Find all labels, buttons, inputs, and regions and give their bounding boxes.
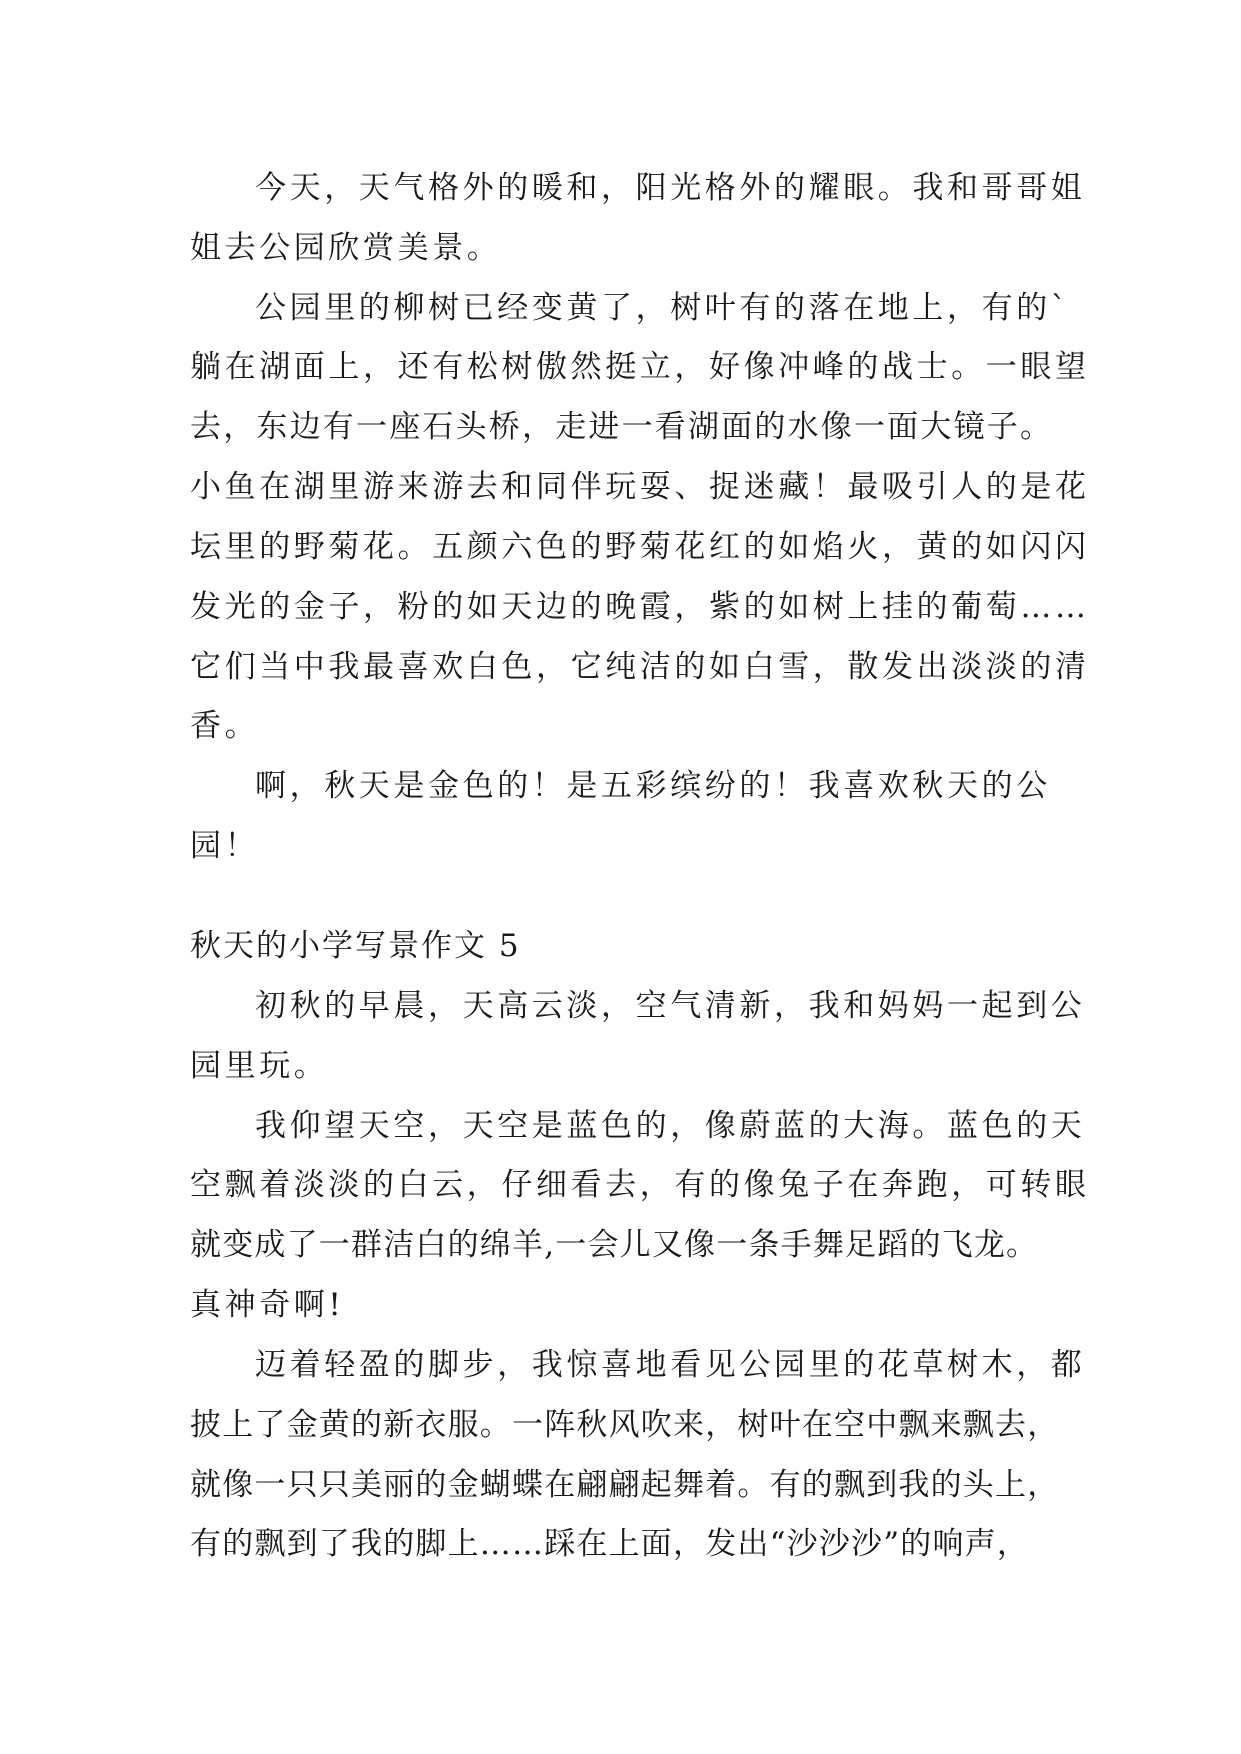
text-line: 园里玩。 [190,1048,329,1084]
text-line: 就像一只只美丽的金蝴蝶在翩翩起舞着。有的飘到我的头上， [190,1467,1060,1503]
text-line: 空飘着淡淡的白云，仔细看去，有的像兔子在奔跑，可转眼 [190,1167,1090,1203]
text-line: 发光的金子，粉的如天边的晚霞，紫的如树上挂的葡萄…… [190,589,1090,625]
section-heading: 秋天的小学写景作文 5 [190,928,521,964]
text-line: 它们当中我最喜欢白色，它纯洁的如白雪，散发出淡淡的清 [190,649,1090,685]
text-line: 坛里的野菊花。五颜六色的野菊花红的如焰火，黄的如闪闪 [190,529,1090,565]
text-line: 躺在湖面上，还有松树傲然挺立，好像冲峰的战士。一眼望 [190,349,1090,385]
text-line: 有的飘到了我的脚上……踩在上面，发出“沙沙沙”的响声， [190,1526,1030,1562]
text-line: 披上了金黄的新衣服。一阵秋风吹来，树叶在空中飘来飘去， [190,1407,1060,1443]
text-line: 去，东边有一座石头桥，走进一看湖面的水像一面大镜子。 [190,409,1054,445]
text-line: 啊，秋天是金色的！是五彩缤纷的！我喜欢秋天的公 [255,768,1051,804]
text-line: 迈着轻盈的脚步，我惊喜地看见公园里的花草树木，都 [255,1347,1086,1383]
text-line: 初秋的早晨，天高云淡，空气清新，我和妈妈一起到公 [255,988,1086,1024]
text-line: 真神奇啊! [190,1287,345,1323]
text-line: 就变成了一群洁白的绵羊,一会儿又像一条手舞足蹈的飞龙。 [190,1227,1039,1263]
text-line: 我仰望天空，天空是蓝色的，像蔚蓝的大海。蓝色的天 [255,1108,1086,1144]
text-line: 园！ [190,828,260,864]
text-line: 小鱼在湖里游来游去和同伴玩耍、捉迷藏！最吸引人的是花 [190,469,1090,505]
text-line: 今天，天气格外的暖和，阳光格外的耀眼。我和哥哥姐 [255,170,1086,206]
text-line: 公园里的柳树已经变黄了，树叶有的落在地上，有的` [255,290,1070,326]
text-line: 香。 [190,708,260,744]
text-line: 姐去公园欣赏美景。 [190,230,502,266]
